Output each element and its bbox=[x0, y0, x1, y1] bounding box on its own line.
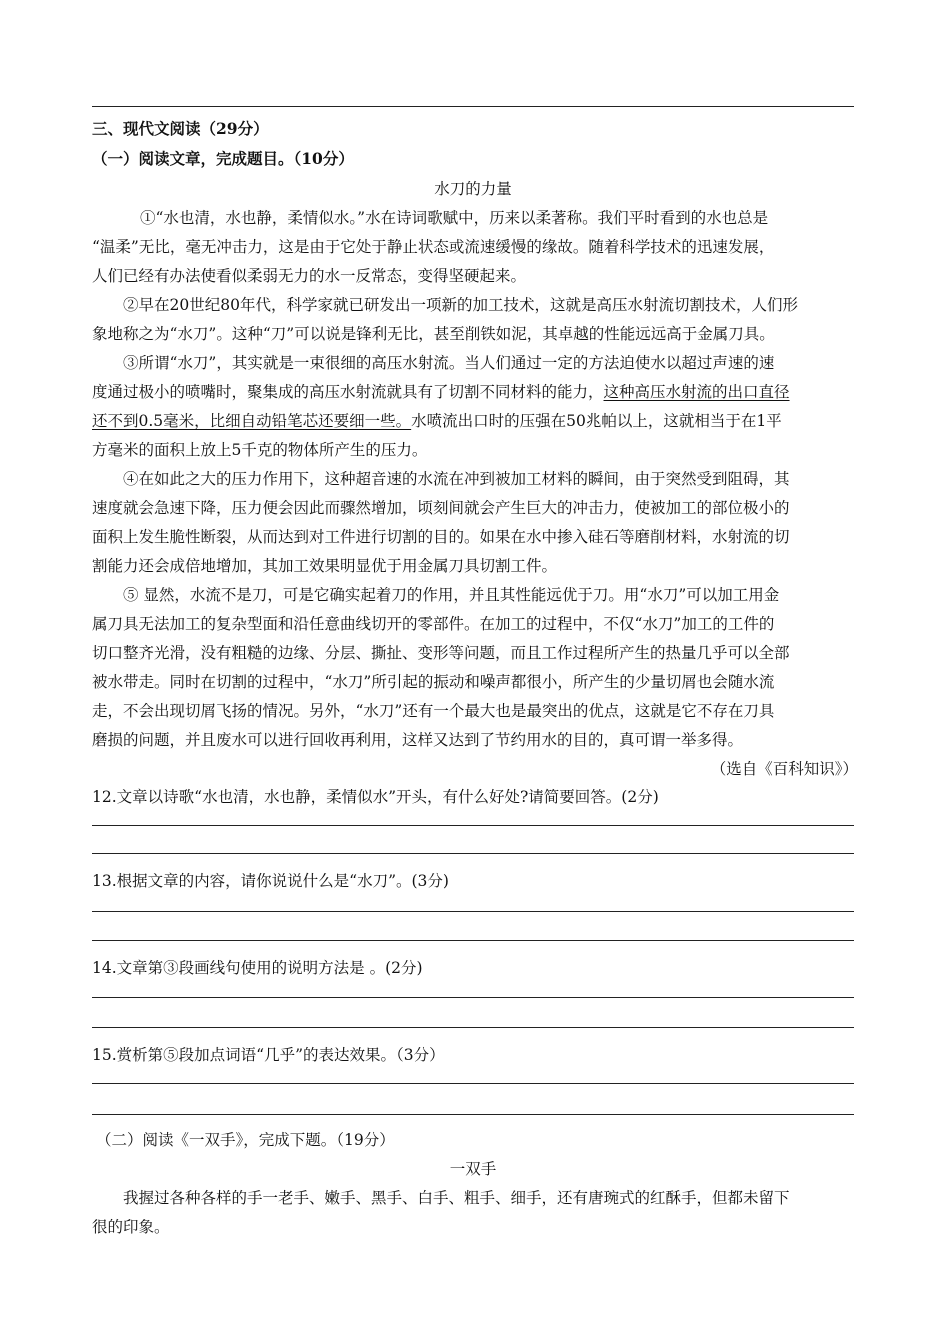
top-divider bbox=[92, 106, 854, 107]
p2-line-2: 象地称之为“水刀”。这种“刀”可以说是锋利无比，甚至削铁如泥，其卓越的性能远远高于金属刀具。 bbox=[92, 325, 775, 343]
section-title: 三、现代文阅读（29分） bbox=[92, 119, 269, 138]
p5-line-6: 磨损的问题，并且废水可以进行回收再利用，这样又达到了节约用水的目的，真可谓一举多得。 bbox=[92, 731, 744, 749]
underlined-sentence-part-2: 还不到0.5毫米，比细自动铅笔芯还要细一些。 bbox=[92, 412, 412, 430]
p6-line-2: 很的印象。 bbox=[92, 1218, 170, 1236]
answer-line-12a[interactable] bbox=[92, 825, 854, 826]
article-title-2: 一双手 bbox=[449, 1160, 497, 1178]
p2-line-1: ②早在20世纪80年代，科学家就已研发出一项新的加工技术，这就是高压水射流切割技术，人们形 bbox=[123, 296, 798, 314]
answer-line-15a[interactable] bbox=[92, 1083, 854, 1084]
p5-line-3: 切口整齐光滑，没有粗糙的边缘、分层、撕扯、变形等问题，而且工作过程所产生的热量几乎可以全部 bbox=[92, 644, 790, 662]
p4-line-2: 速度就会急速下降，压力便会因此而骤然增加，顷刻间就会产生巨大的冲击力，使被加工的部位极小的 bbox=[92, 499, 790, 517]
question-13: 13.根据文章的内容，请你说说什么是“水刀”。(3分) bbox=[92, 872, 449, 890]
underlined-sentence-part-1: 这种高压水射流的出口直径 bbox=[603, 383, 790, 401]
answer-line-14a[interactable] bbox=[92, 997, 854, 998]
p4-line-1: ④在如此之大的压力作用下，这种超音速的水流在冲到被加工材料的瞬间，由于突然受到阻碍，其 bbox=[123, 470, 790, 488]
p5-line-4: 被水带走。同时在切割的过程中，“水刀”所引起的振动和噪声都很小，所产生的少量切屑也会随水流 bbox=[92, 673, 775, 691]
p5-line-1: ⑤ 显然，水流不是刀，可是它确实起着刀的作用，并且其性能远优于刀。用“水刀”可以加工用金 bbox=[123, 586, 780, 604]
p1-line-1: ①“水也清，水也静，柔情似水。”水在诗词歌赋中，历来以柔著称。我们平时看到的水也总是 bbox=[140, 209, 769, 227]
p4-line-4: 割能力还会成倍地增加，其加工效果明显优于用金属刀具切割工件。 bbox=[92, 557, 558, 575]
question-14: 14.文章第③段画线句使用的说明方法是 。(2分) bbox=[92, 959, 423, 977]
answer-line-12b[interactable] bbox=[92, 853, 854, 854]
part1-heading: （一）阅读文章，完成题目。（10分） bbox=[92, 149, 354, 168]
article-title-1: 水刀的力量 bbox=[434, 180, 512, 198]
p3-line-2 bbox=[92, 382, 858, 402]
part2-heading: （二）阅读《一双手》，完成下题。（19分） bbox=[96, 1131, 395, 1149]
p4-line-3: 面积上发生脆性断裂，从而达到对工件进行切割的目的。如果在水中掺入硅石等磨削材料，水射流的切 bbox=[92, 528, 790, 546]
question-15: 15.赏析第⑤段加点词语“几乎”的表达效果。（3分） bbox=[92, 1046, 445, 1064]
p3-line-3 bbox=[92, 411, 858, 431]
p6-line-1: 我握过各种各样的手一老手、嫩手、黑手、白手、粗手、细手，还有唐琬式的红酥手，但都未留下 bbox=[123, 1189, 790, 1207]
p3-line-3-plain: 水喷流出口时的压强在50兆帕以上，这就相当于在1平 bbox=[411, 412, 782, 430]
p1-line-3: 人们已经有办法使看似柔弱无力的水一反常态，变得坚硬起来。 bbox=[92, 267, 527, 285]
p5-line-2: 属刀具无法加工的复杂型面和沿任意曲线切开的零部件。在加工的过程中，不仅“水刀”加工的工件的 bbox=[92, 615, 775, 633]
p3-line-1: ③所谓“水刀”，其实就是一束很细的高压水射流。当人们通过一定的方法迫使水以超过声速的速 bbox=[123, 354, 775, 372]
answer-line-14b[interactable] bbox=[92, 1027, 854, 1028]
answer-line-13a[interactable] bbox=[92, 911, 854, 912]
article-source: （选自《百科知识》） bbox=[710, 760, 858, 778]
p1-line-2: “温柔”无比，毫无冲击力，这是由于它处于静止状态或流速缓慢的缘故。随着科学技术的迅速发展， bbox=[92, 238, 775, 256]
p3-line-2-plain: 度通过极小的喷嘴时，聚集成的高压水射流就具有了切割不同材料的能力， bbox=[92, 383, 604, 401]
p5-line-5: 走，不会出现切屑飞扬的情况。另外，“水刀”还有一个最大也是最突出的优点，这就是它不存在刀具 bbox=[92, 702, 775, 720]
answer-line-13b[interactable] bbox=[92, 940, 854, 941]
question-12: 12.文章以诗歌“水也清，水也静，柔情似水”开头，有什么好处?请简要回答。(2分) bbox=[92, 788, 659, 806]
answer-line-15b[interactable] bbox=[92, 1114, 854, 1115]
p3-line-4: 方毫米的面积上放上5千克的物体所产生的压力。 bbox=[92, 441, 428, 459]
